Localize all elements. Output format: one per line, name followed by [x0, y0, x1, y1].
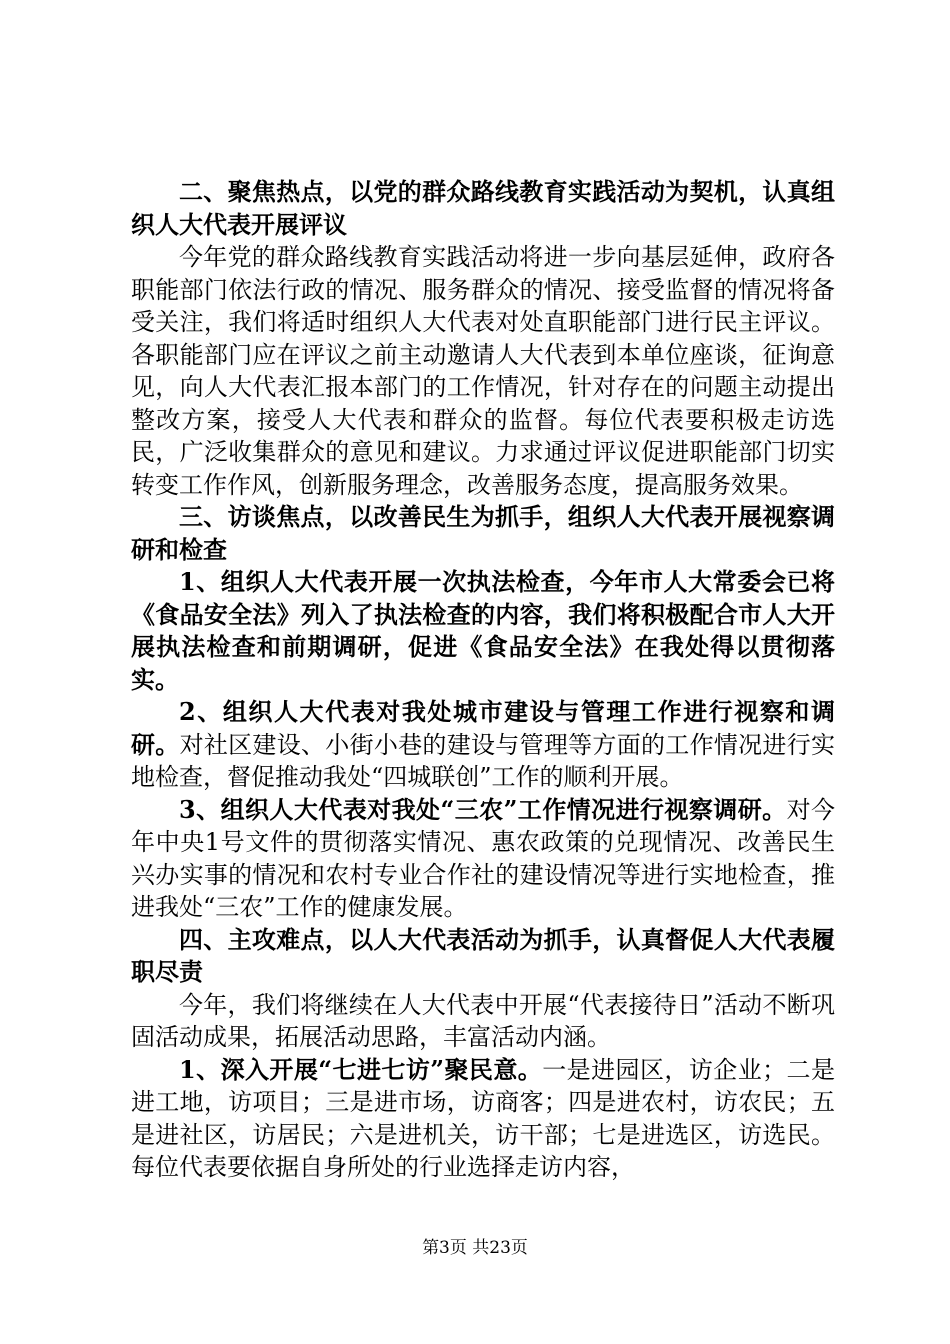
page-footer: 第3页 共23页 — [422, 1238, 528, 1258]
item-lead: 3、组织人大代表对我处“三农”工作情况进行视察调研。 — [179, 794, 787, 824]
item-body: 一是进园区，访企业；二是进工地，访项目；三是进市场，访商客；四是进农村，访农民；五是进社区，访居民；六是进机关，访干部；七是进选区，访选民。每位代表要依据自身所处的行业选择走访内容， — [131, 1055, 835, 1181]
body-paragraph: 今年党的群众路线教育实践活动将进一步向基层延伸，政府各职能部门依法行政的情况、服务群众的情况、接受监督的情况将备受关注，我们将适时组织人大代表对处直职能部门进行民主评议。各职能部门应在评议之前主动邀请人大代表到本单位座谈，征询意见，向人大代表汇报本部门的工作情况，针对存在的问题主动提出整改方案，接受人大代表和群众的监督。每位代表要积极走访选民，广泛收集群众的意见和建议。力求通过评议促进职能部门切实转变工作作风，创新服务理念，改善服务态度，提高服务效果。 — [131, 243, 835, 499]
item-lead: 2、组织人大代表对我处城市建设与管理工作进行视察和调研。 — [131, 697, 835, 759]
body-paragraph: 今年，我们将继续在人大代表中开展“代表接待日”活动不断巩固活动成果，拓展活动思路，丰富活动内涵。 — [131, 990, 835, 1051]
item-paragraph-1: 1、组织人大代表开展一次执法检查，今年市人大常委会已将《食品安全法》列入了执法检查的内容，我们将积极配合市人大开展执法检查和前期调研，促进《食品安全法》在我处得以贯彻落实。 — [131, 567, 835, 694]
section-heading-4: 四、主攻难点，以人大代表活动为抓手，认真督促人大代表履职尽责 — [131, 924, 835, 986]
document-body — [131, 176, 835, 1184]
item-paragraph-2 — [131, 696, 835, 794]
section-heading-2: 二、聚焦热点，以党的群众路线教育实践活动为契机，认真组织人大代表开展评议 — [131, 177, 835, 239]
item-paragraph-3 — [131, 794, 835, 924]
section-heading-3: 三、访谈焦点，以改善民生为抓手，组织人大代表开展视察调研和检查 — [131, 502, 835, 564]
item-body: 对社区建设、小街小巷的建设与管理等方面的工作情况进行实地检查，督促推动我处“四城联创”工作的顺利开展。 — [131, 730, 836, 791]
item-lead: 1、深入开展“七进七访”聚民意。 — [179, 1054, 543, 1084]
item-paragraph-4 — [131, 1054, 835, 1184]
item-body: 对今年中央1号文件的贯彻落实情况、惠农政策的兑现情况、改善民生兴办实事的情况和农村专业合作社的建设情况等进行实地检查，推进我处“三农”工作的健康发展。 — [131, 795, 835, 921]
